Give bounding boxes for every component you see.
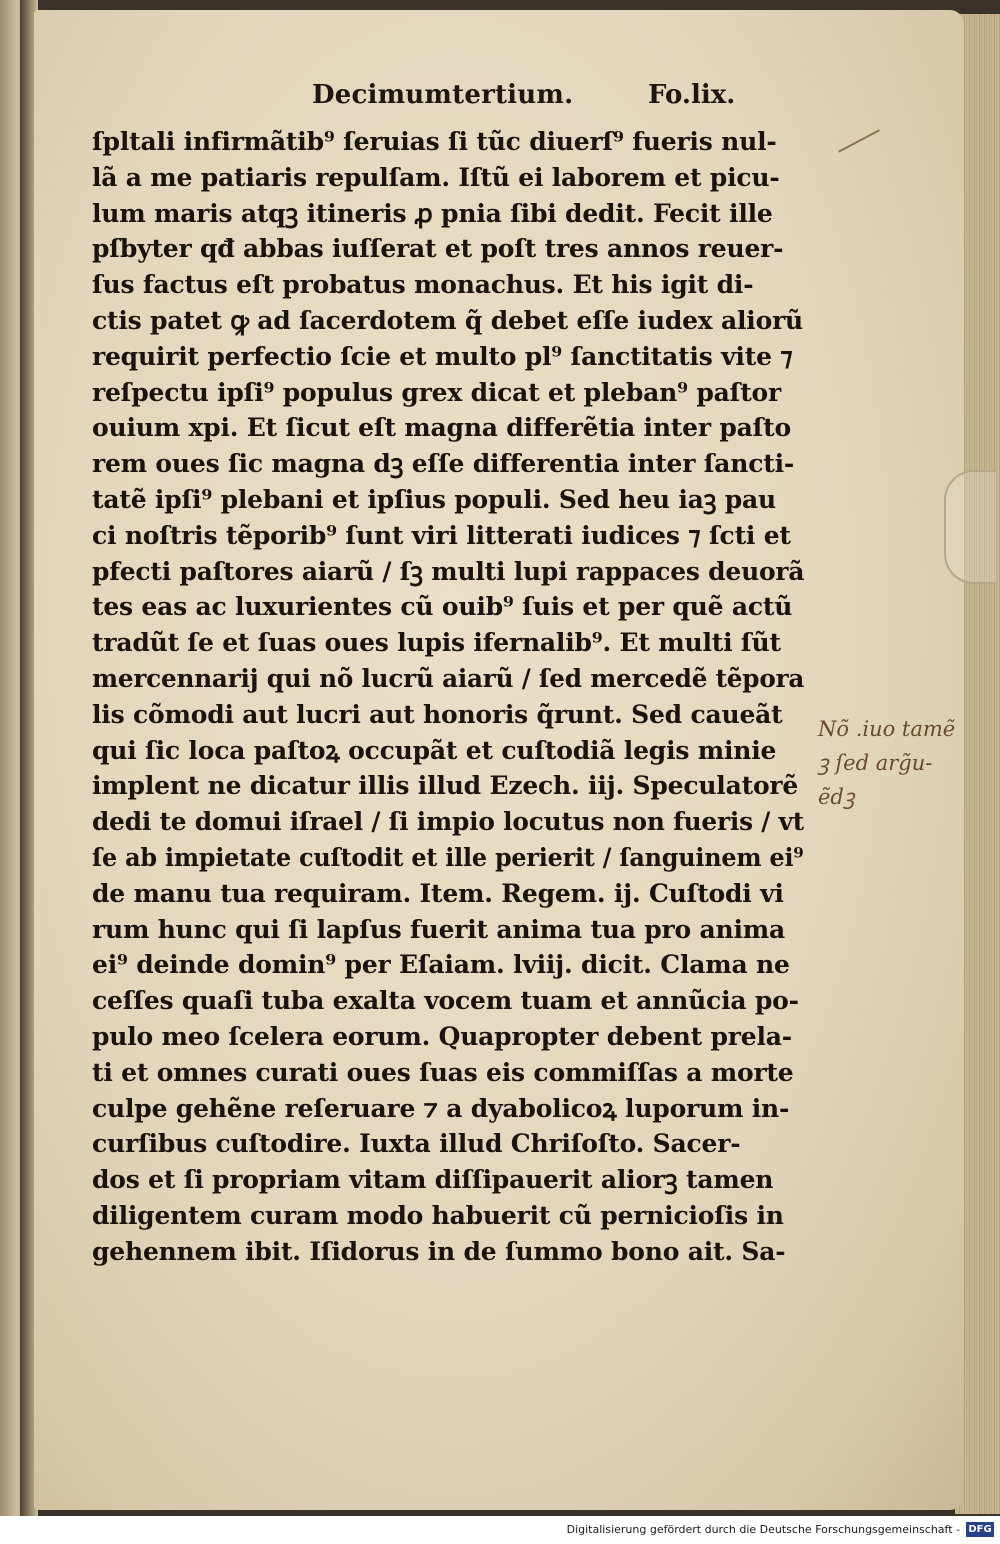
text-line: ctis patet ꝙ ad ſacerdotem q̃ debet eſſe iudex aliorũ — [92, 305, 804, 335]
text-line: curſibus cuſtodire. Iuxta illud Chriſoſto. Sacer- — [92, 1129, 741, 1159]
footer-bar — [0, 1516, 1000, 1544]
text-line: ouium xpi. Et ſicut eſt magna differẽtia inter paſto — [92, 413, 791, 443]
text-line: ei⁹ deinde domin⁹ per Eſaiam. lviij. dicit. Clama ne — [92, 950, 790, 980]
text-line: ti et omnes curati oues ſuas eis commiſſas a morte — [92, 1057, 794, 1087]
text-line: qui ſic loca paſtoꝝ occupãt et cuſtodiã legis minie — [92, 735, 777, 765]
text-line: requirit perfectio ſcie et multo pl⁹ ſanctitatis vite ⁊ — [92, 341, 793, 371]
text-line: diligentem curam modo habuerit cũ pernicioſis in — [92, 1200, 784, 1230]
text-line: pſbyter qđ abbas iuſſerat et poſt tres annos reuer- — [92, 234, 784, 264]
page-tab-clip — [944, 470, 996, 584]
text-line: ſus factus eſt probatus monachus. Et his igit di- — [92, 270, 754, 300]
text-line: mercennarij qui nõ lucrũ aiarũ / ſed mercedẽ tẽpora — [92, 663, 805, 693]
text-line: ci noſtris tẽporib⁹ ſunt viri litterati iudices ⁊ ſcti et — [92, 520, 791, 550]
text-line: de manu tua requiram. Item. Regem. ij. Cuſtodi vi — [92, 878, 784, 908]
text-line: reſpectu ipſi⁹ populus grex dicat et pleban⁹ paſtor — [92, 377, 782, 407]
text-line: dos et ſi propriam vitam diſſipauerit aliorꝫ tamen — [92, 1165, 774, 1195]
text-line: ſpltali infirmãtib⁹ ſeruias ſi tũc diuerſ⁹ fueris nul- — [92, 127, 777, 156]
text-line: lã a me patiaris repulſam. Iſtũ ei laborem et picu- — [92, 162, 780, 192]
funding-credit: Digitalisierung gefördert durch die Deutsche Forschungsgemeinschaft - — [566, 1523, 960, 1536]
body-text — [92, 124, 804, 1270]
marginal-note-line: Nõ .iuo tamẽ — [818, 717, 956, 741]
text-line: tes eas ac luxurientes cũ ouib⁹ ſuis et per quẽ actũ — [92, 592, 793, 622]
marginal-note — [818, 712, 988, 814]
text-line: implent ne dicatur illis illud Ezech. iij. Speculatorẽ — [92, 771, 799, 801]
folio-number: Fo.lix. — [648, 80, 736, 110]
text-line: lum maris atqꝫ itineris ꝓ pnia ſibi dedit. Fecit ille — [92, 198, 773, 228]
text-line: rem oues ſic magna dꝫ eſſe differentia inter ſancti- — [92, 449, 795, 479]
text-line: rum hunc qui ſi lapſus fuerit anima tua pro anima — [92, 914, 786, 944]
marginal-note-line: ẽdꝫ — [818, 785, 855, 809]
marginal-note-line: ꝫ ſed arg̃u- — [818, 751, 933, 775]
running-title: Decimumtertium. — [312, 80, 574, 110]
dfg-logo: DFG — [966, 1522, 994, 1537]
text-line: ſe ab impietate cuſtodit et ille perierit / ſanguinem ei⁹ — [92, 842, 804, 872]
text-line: tatẽ ipſi⁹ plebani et ipſius populi. Sed heu iaꝫ pau — [92, 484, 777, 514]
text-line: lis cõmodi aut lucri aut honoris q̃runt. Sed caueãt — [92, 699, 783, 729]
text-line: gehennem ibit. Iſidorus in de ſummo bono ait. Sa- — [92, 1236, 786, 1266]
text-line: ceſſes quaſi tuba exalta vocem tuam et annũcia po- — [92, 986, 799, 1016]
text-line: pfecti paſtores aiarũ / ſꝫ multi lupi rappaces deuorã — [92, 556, 805, 586]
text-line: tradũt ſe et ſuas oues lupis ifernalib⁹. Et multi ſũt — [92, 628, 781, 658]
text-line: culpe gehẽne reſeruare ⁊ a dyabolicoꝝ luporum in- — [92, 1093, 790, 1123]
text-line: dedi te domui iſrael / ſi impio locutus non fueris / vt — [92, 807, 805, 837]
text-line: pulo meo ſcelera eorum. Quapropter debent prela- — [92, 1021, 792, 1051]
